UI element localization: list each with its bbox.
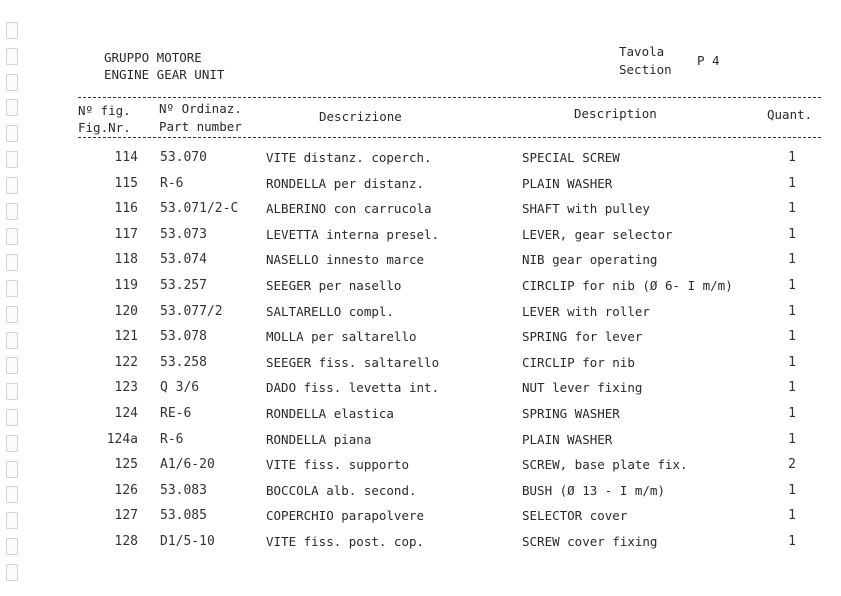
quantity: 1	[788, 534, 796, 549]
part-number: 53.070	[160, 150, 207, 165]
description-it: SEEGER per nasello	[266, 278, 402, 293]
quantity: 2	[788, 457, 796, 473]
description-en: SCREW, base plate fix.	[522, 457, 688, 473]
description-it: VITE fiss. post. cop.	[266, 534, 425, 549]
description-en: SHAFT with pulley	[522, 201, 650, 217]
quantity: 1	[788, 329, 796, 345]
description-it: RONDELLA piana	[266, 431, 372, 447]
quantity: 1	[788, 278, 796, 293]
fig-number: 118	[114, 252, 138, 268]
group-title-it: GRUPPO MOTORE	[104, 50, 202, 65]
table-row	[0, 150, 841, 172]
fig-number: 124	[114, 406, 138, 421]
table-row	[0, 176, 841, 198]
quantity: 1	[788, 431, 796, 447]
binder-hole	[6, 74, 18, 91]
table-row	[0, 483, 841, 505]
binder-hole	[6, 564, 18, 581]
col-desc-en: Description	[574, 106, 657, 121]
description-it: SALTARELLO compl.	[266, 303, 394, 319]
fig-number: 119	[114, 278, 138, 293]
fig-number: 117	[114, 226, 138, 242]
quantity: 1	[788, 380, 796, 396]
description-en: CIRCLIP for nib (Ø 6- I m/m)	[522, 278, 733, 293]
description-it: VITE fiss. supporto	[266, 457, 409, 473]
quantity: 1	[788, 201, 796, 217]
part-number: 53.085	[160, 508, 207, 524]
description-en: CIRCLIP for nib	[522, 354, 635, 370]
table-row	[0, 355, 841, 377]
description-it: MOLLA per saltarello	[266, 329, 417, 345]
description-en: NUT lever fixing	[522, 380, 643, 396]
part-number: 53.073	[160, 226, 207, 242]
description-en: SELECTOR cover	[522, 508, 628, 524]
quantity: 1	[788, 508, 796, 524]
col-code-en: Part number	[159, 119, 242, 134]
col-fig-en: Fig.Nr.	[78, 120, 131, 135]
description-it: BOCCOLA alb. second.	[266, 482, 417, 498]
description-en: LEVER with roller	[522, 303, 650, 319]
header-top-rule	[78, 97, 821, 98]
binder-hole	[6, 22, 18, 39]
fig-number: 126	[114, 482, 138, 498]
description-en: SPECIAL SCREW	[522, 150, 620, 165]
description-it: COPERCHIO parapolvere	[266, 508, 425, 524]
fig-number: 116	[114, 201, 138, 217]
binder-hole	[6, 48, 18, 65]
part-number: 53.258	[160, 354, 207, 370]
fig-number: 125	[114, 457, 138, 473]
col-qty: Quant.	[767, 107, 813, 122]
fig-number: 128	[114, 534, 138, 549]
fig-number: 123	[114, 380, 138, 396]
part-number: 53.071/2-C	[160, 201, 239, 217]
table-row	[0, 406, 841, 428]
part-number: R-6	[160, 175, 184, 191]
part-number: R-6	[160, 431, 184, 447]
quantity: 1	[788, 482, 796, 498]
table-row	[0, 534, 841, 556]
quantity: 1	[788, 354, 796, 370]
table-row	[0, 304, 841, 326]
part-number: 53.074	[160, 252, 207, 268]
quantity: 1	[788, 303, 796, 319]
fig-number: 124a	[106, 431, 138, 447]
fig-number: 114	[114, 150, 138, 165]
page-number: P 4	[697, 53, 720, 68]
binder-hole	[6, 99, 18, 116]
part-number: Q 3/6	[160, 380, 200, 396]
section-label: Section	[619, 62, 672, 77]
description-en: PLAIN WASHER	[522, 175, 613, 191]
part-number: 53.257	[160, 278, 207, 293]
description-it: NASELLO innesto marce	[266, 252, 425, 268]
description-it: SEEGER fiss. saltarello	[266, 354, 440, 370]
table-row	[0, 278, 841, 300]
fig-number: 122	[114, 354, 138, 370]
part-number: 53.077/2	[160, 303, 223, 319]
table-row	[0, 380, 841, 402]
description-it: ALBERINO con carrucola	[266, 201, 432, 217]
quantity: 1	[788, 175, 796, 191]
quantity: 1	[788, 226, 796, 242]
part-number: 53.083	[160, 482, 207, 498]
col-fig-it: Nº fig.	[78, 103, 131, 118]
group-title-en: ENGINE GEAR UNIT	[104, 67, 225, 82]
description-it: RONDELLA elastica	[266, 406, 394, 421]
table-row	[0, 329, 841, 351]
part-number: RE-6	[160, 406, 192, 421]
part-number: A1/6-20	[160, 457, 215, 473]
description-en: SPRING WASHER	[522, 406, 620, 421]
binder-hole	[6, 125, 18, 142]
fig-number: 120	[114, 303, 138, 319]
description-en: LEVER, gear selector	[522, 226, 673, 242]
description-en: SCREW cover fixing	[522, 534, 658, 549]
description-it: RONDELLA per distanz.	[266, 175, 425, 191]
description-en: NIB gear operating	[522, 252, 658, 268]
description-it: DADO fiss. levetta int.	[266, 380, 440, 396]
description-it: VITE distanz. coperch.	[266, 150, 432, 165]
table-row	[0, 201, 841, 223]
quantity: 1	[788, 150, 796, 165]
fig-number: 121	[114, 329, 138, 345]
part-number: 53.078	[160, 329, 207, 345]
fig-number: 115	[114, 175, 138, 191]
quantity: 1	[788, 252, 796, 268]
description-en: PLAIN WASHER	[522, 431, 613, 447]
col-code-it: Nº Ordinaz.	[159, 101, 242, 116]
fig-number: 127	[114, 508, 138, 524]
description-it: LEVETTA interna presel.	[266, 226, 440, 242]
table-row	[0, 432, 841, 454]
table-row	[0, 457, 841, 479]
description-en: BUSH (Ø 13 - I m/m)	[522, 482, 665, 498]
quantity: 1	[788, 406, 796, 421]
table-row	[0, 508, 841, 530]
table-row	[0, 252, 841, 274]
col-desc-it: Descrizione	[319, 109, 402, 124]
part-number: D1/5-10	[160, 534, 215, 549]
header-bottom-rule	[78, 137, 821, 138]
table-row	[0, 227, 841, 249]
tavola-label: Tavola	[619, 44, 665, 59]
description-en: SPRING for lever	[522, 329, 643, 345]
